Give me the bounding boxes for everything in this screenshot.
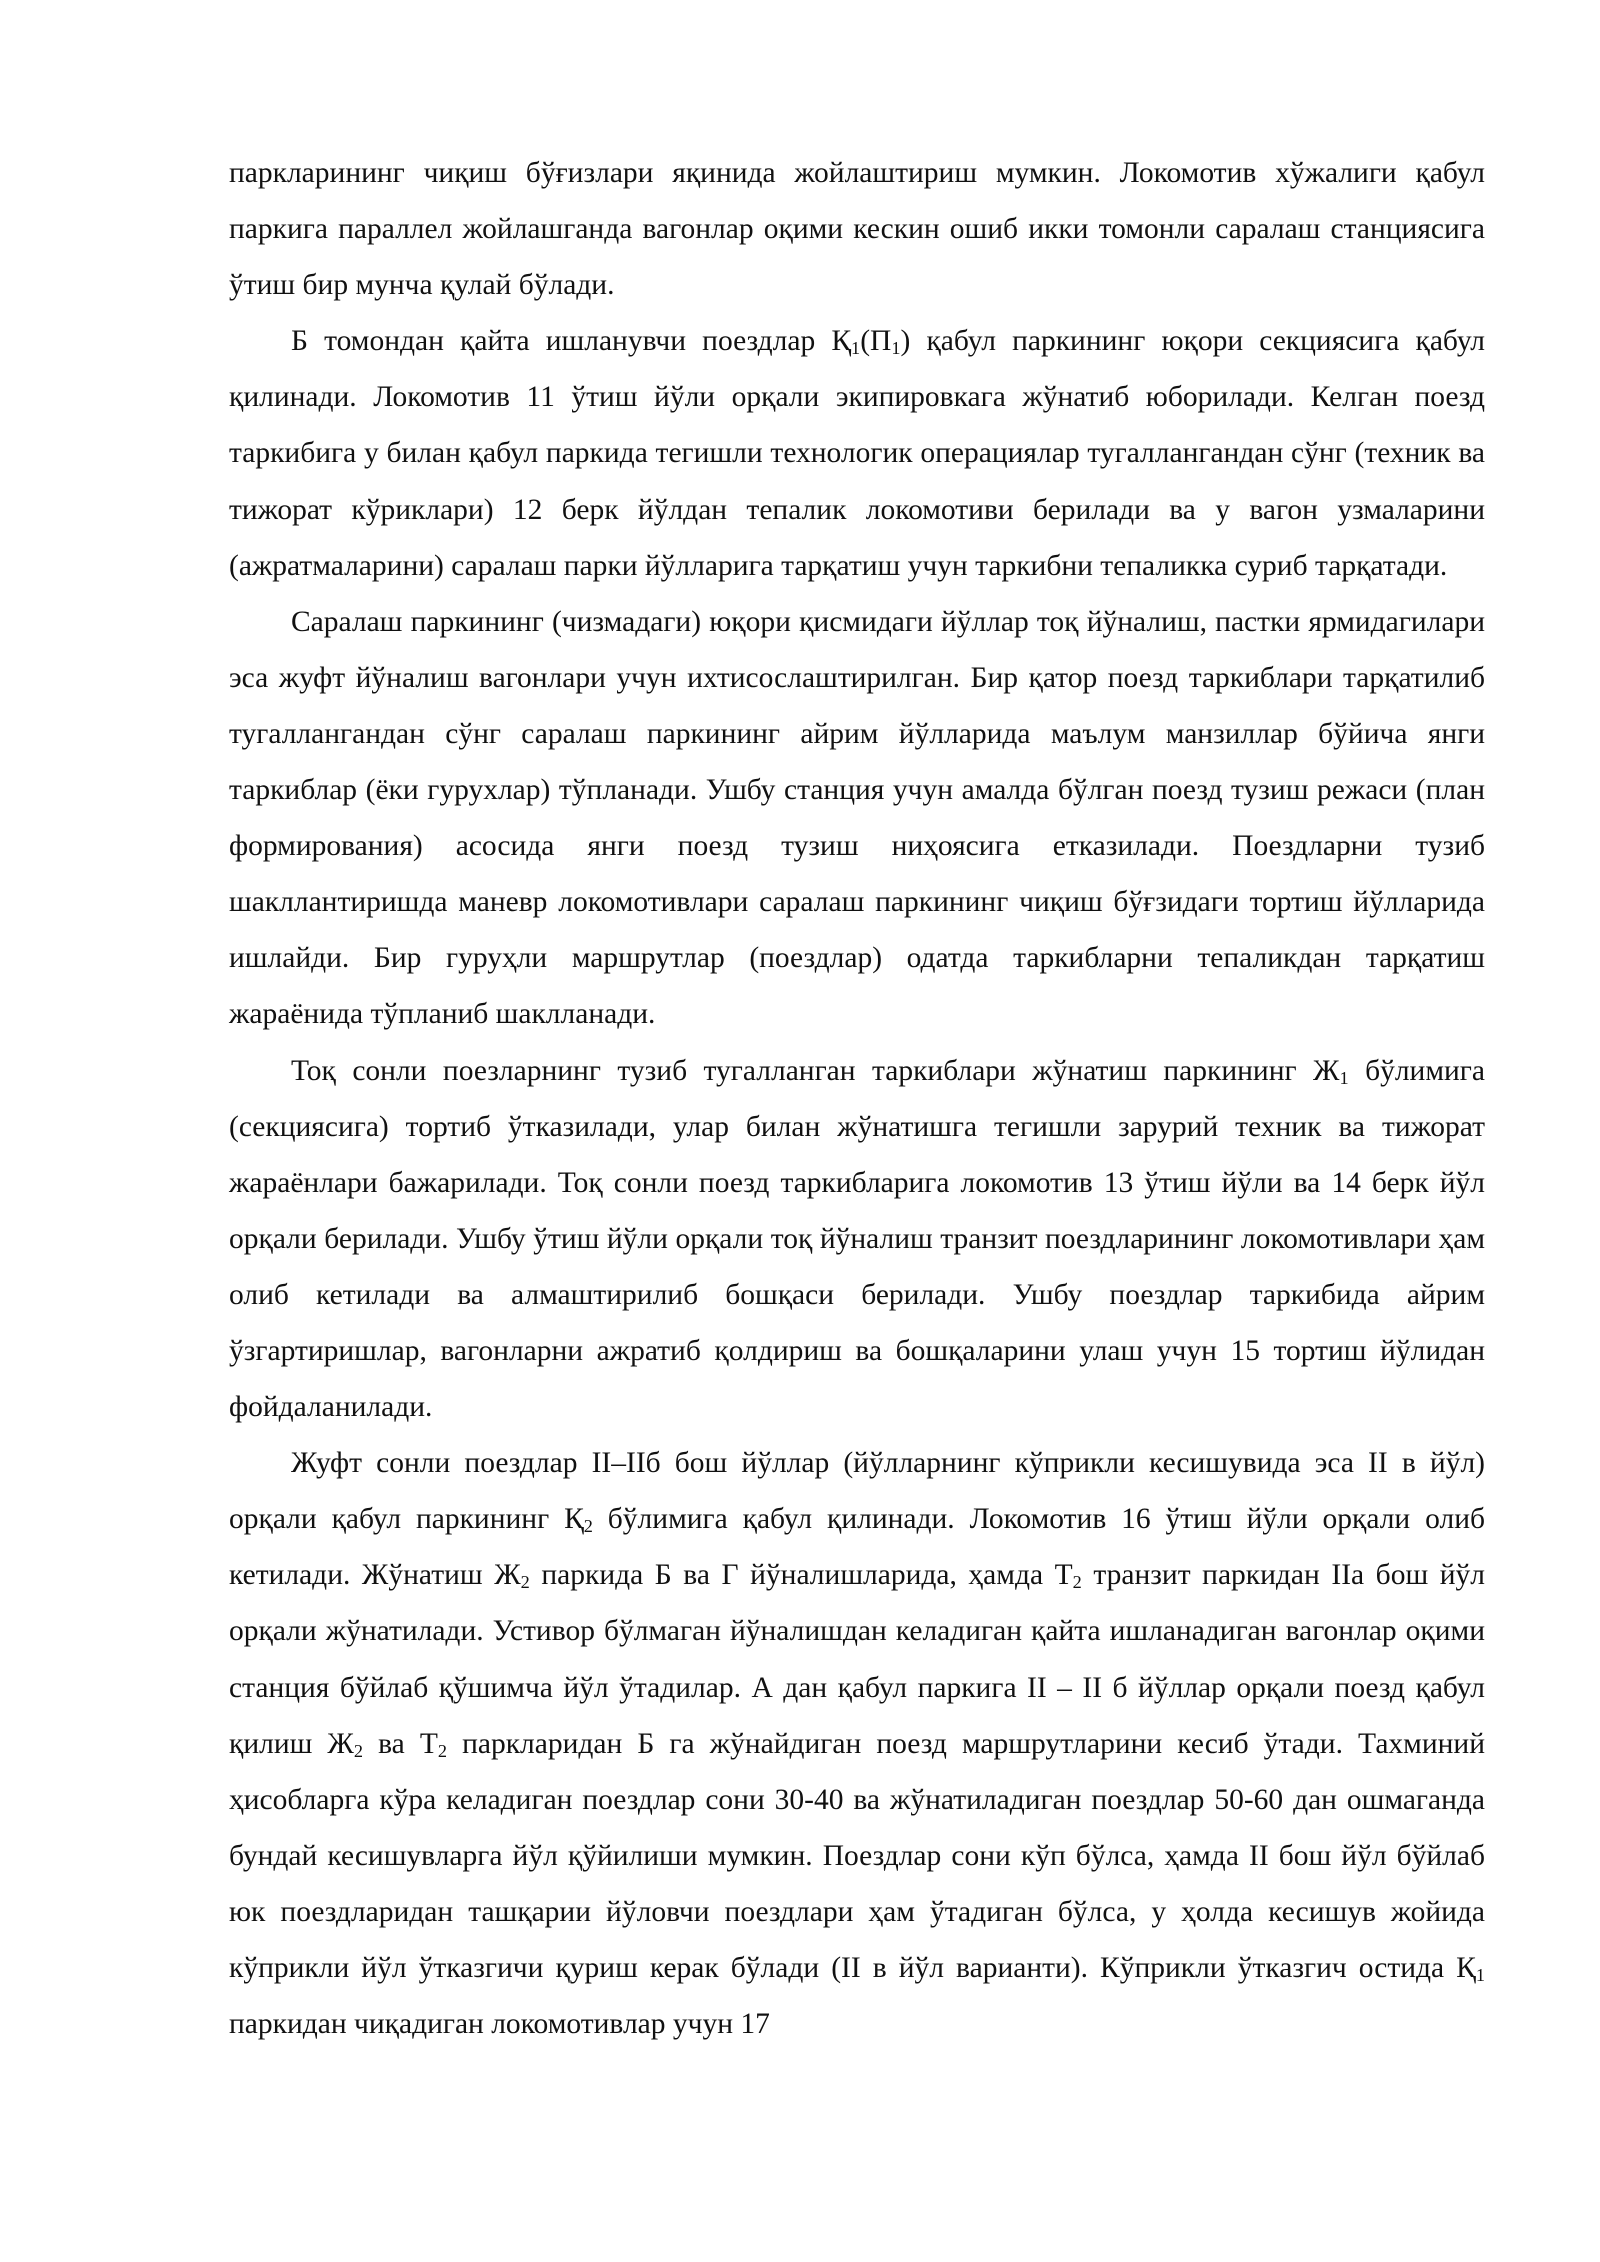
paragraph-4 <box>229 1043 1485 1436</box>
text-run: (П <box>860 325 892 358</box>
text-run: Жуфт сонли поездлар II–IIб бош йўллар (йўлларнинг кўприкли кесишувида эса II в йўл) орқали қабул паркининг Қ <box>229 1447 1485 1536</box>
text-run: транзит паркидан IIа бош йўл орқали жўнатилади. Устивор бўлмаган йўналишдан келадиган қайта ишланадиган вагонлар оқими станция бўйлаб қўшимча йўл ўтадилар. А дан қабул паркига II – II б йўллар орқали поезд қабул қилиш Ж <box>229 1559 1485 1760</box>
text-run: паркида Б ва Г йўналишларида, ҳамда Т <box>529 1559 1073 1592</box>
document-page <box>229 145 1485 2052</box>
text-run: паркларидан Б га жўнайдиган поезд маршрутларини кесиб ўтади. Тахминий ҳисобларга кўра келадиган поездлар сони 30-40 ва жўнатиладиган поездлар 50-60 дан ошмаганда бундай кесишувларга йўл қўйилиши мумкин. Поездлар сони кўп бўлса, ҳамда II бош йўл бўйлаб юк поездларидан ташқарии йўловчи поездлари ҳам ўтадиган бўлса, у ҳолда кесишув жойида кўприкли йўл ўтказгичи қуриш керак бўлади (II в йўл варианти). Кўприкли ўтказгич остида Қ <box>229 1727 1485 1984</box>
subscript: 2 <box>1072 1572 1082 1593</box>
subscript: 1 <box>851 338 861 359</box>
paragraph-5 <box>229 1435 1485 2052</box>
subscript: 1 <box>891 338 901 359</box>
text-run: паркидан чиқадиган локомотивлар учун 17 <box>229 2008 770 2041</box>
text-run: бўлимига қабул қилинади. Локомотив 16 ўтиш йўли орқали олиб кетилади. Жўнатиш Ж <box>229 1503 1485 1592</box>
text-run: ва Т <box>363 1727 438 1760</box>
text-run: паркларининг чиқиш бўғизлари яқинида жойлаштириш мумкин. Локомотив хўжалиги қабул паркига параллел жойлашганда вагонлар оқими кескин ошиб икки томонли саралаш станциясига ўтиш бир мунча қулай бўлади. <box>229 157 1485 302</box>
paragraph-3 <box>229 594 1485 1043</box>
text-run: Тоқ сонли поезларнинг тузиб тугалланган таркиблари жўнатиш паркининг Ж <box>291 1054 1340 1087</box>
text-run: Саралаш паркининг (чизмадаги) юқори қисмидаги йўллар тоқ йўналиш, пастки ярмидагилари эса жуфт йўналиш вагонлари учун ихтисослаштирилган. Бир қатор поезд таркиблари тарқатилиб тугаллангандан сўнг саралаш паркининг айрим йўлларида маълум манзиллар бўйича янги таркиблар (ёки гурухлар) тўпланади. Ушбу станция учун амалда бўлган поезд тузиш режаси (план формирования) асосида янги поезд тузиш ниҳоясига етказилади. Поездларни тузиб шакллантиришда маневр локомотивлари саралаш паркининг чиқиш бўғзидаги тортиш йўлларида ишлайди. Бир гуруҳли маршрутлар (поездлар) одатда таркибларни тепаликдан тарқатиш жараёнида тўпланиб шаклланади. <box>229 605 1485 1031</box>
text-run: Б томондан қайта ишланувчи поездлар Қ <box>291 325 852 358</box>
paragraph-2 <box>229 313 1485 593</box>
text-run: бўлимига (секциясига) тортиб ўтказилади, улар билан жўнатишга тегишли зарурий техник ва тижорат жараёнлари бажарилади. Тоқ сонли поезд таркибларига локомотив 13 ўтиш йўли ва 14 берк йўл орқали берилади. Ушбу ўтиш йўли орқали тоқ йўналиш транзит поездларининг локомотивлари ҳам олиб кетилади ва алмаштирилиб бошқаси берилади. Ушбу поездлар таркибида айрим ўзгартиришлар, вагонларни ажратиб қолдириш ва бошқаларини улаш учун 15 тортиш йўлидан фойдаланилади. <box>229 1054 1485 1424</box>
paragraph-1 <box>229 145 1485 313</box>
subscript: 2 <box>437 1740 447 1761</box>
subscript: 1 <box>1475 1965 1485 1986</box>
subscript: 1 <box>1339 1067 1349 1088</box>
subscript: 2 <box>583 1516 593 1537</box>
subscript: 2 <box>353 1740 364 1761</box>
subscript: 2 <box>520 1572 530 1593</box>
text-run: ) қабул паркининг юқори секциясига қабул қилинади. Локомотив 11 ўтиш йўли орқали экипировкага жўнатиб юборилади. Келган поезд таркибига у билан қабул паркида тегишли технологик операциялар тугаллангандан сўнг (техник ва тижорат кўриклари) 12 берк йўлдан тепалик локомотиви берилади ва у вагон узмаларини (ажратмаларини) саралаш парки йўлларига тарқатиш учун таркибни тепаликка суриб тарқатади. <box>229 325 1485 582</box>
